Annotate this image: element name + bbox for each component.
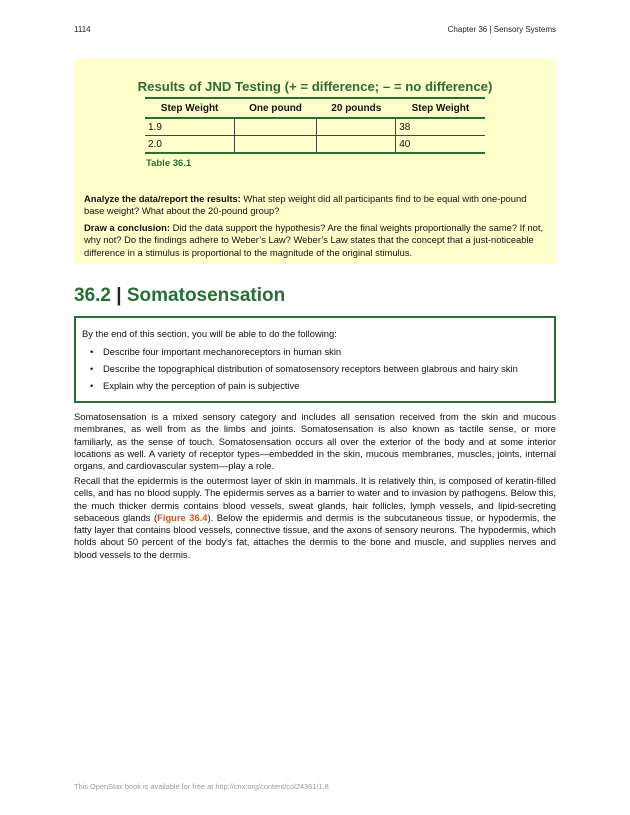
objectives-list [90,346,518,397]
analyze-paragraph [84,193,548,218]
learning-objectives-box [74,316,556,403]
jnd-results-table [145,97,485,154]
list-item: • Describe the topographical distribution of somatosensory receptors between glabrous and hairy skin [90,363,518,380]
activity-box [74,59,556,264]
page-footer: This OpenStax book is available for free at http://cnx.org/content/col24361/1.8 [74,782,329,791]
col-header-one-pound: One pound [234,98,317,118]
page-number: 1114 [74,25,91,34]
figure-link[interactable]: Figure 36.4 [157,511,208,523]
table-cell [317,118,396,136]
section-heading [74,285,285,307]
conclusion-paragraph [84,222,548,259]
conclusion-label: Draw a conclusion: [84,222,170,233]
table-cell [234,136,317,154]
col-header-step-weight-2: Step Weight [396,98,485,118]
running-header: Chapter 36 | Sensory Systems [447,25,556,34]
body-paragraph-2 [74,475,556,561]
table-title: Results of JND Testing (+ = difference; – = no difference) [137,79,493,94]
table-cell: 38 [396,118,485,136]
table-header-row [145,98,485,118]
analyze-label: Analyze the data/report the results: [84,193,241,204]
table-cell: 40 [396,136,485,154]
body-paragraph-1: Somatosensation is a mixed sensory category and includes all sensation received from the skin and mucous membranes, as well from as the limbs and joints. Somatosensation is also known as tactile sense, or more familiarly, as the sense of touch. Somatosensation occurs all over the exterior of the body and at some interior locations as well. A variety of receptor types—embedded in the skin, mucous membranes, muscles, joints, internal organs, and cardiovascular system—play a role. [74,411,556,472]
list-item: • Describe four important mechanoreceptors in human skin [90,346,518,363]
section-separator: | [116,285,122,306]
table-caption: Table 36.1 [146,158,192,169]
conclusion-text: Did the data support the hypothesis? Are the final weights proportionally the same? If not, why not? Do the findings adhere to Weber’s Law? Weber’s Law states that the concept that a just-noticeable difference in a stimulus is proportional to the magnitude of the original stimulus. [84,222,544,258]
paragraph-text: Recall that the epidermis is the outermost layer of skin in mammals. It is relatively thin, is composed of keratin-filled cells, and has no blood supply. The epidermis serves as a barrier to water and to invasion by pathogens. Below this, the much thicker dermis contains blood vessels, sweat glands, hair follicles, lymph vessels, and lipid-secreting sebaceous glands ( [74,475,556,523]
paragraph-text: ). Below the epidermis and dermis is the subcutaneous tissue, or hypodermis, the fatty layer that contains blood vessels, connective tissue, and the axons of sensory neurons. The hypodermis, which holds about 50 percent of the body's fat, attaches the dermis to the bone and muscle, and supplies nerves and blood vessels to the dermis. [74,511,556,560]
col-header-step-weight: Step Weight [145,98,234,118]
objectives-intro: By the end of this section, you will be able to do the following: [82,328,337,339]
table-row [145,118,485,136]
table-cell: 1.9 [145,118,234,136]
list-item: • Explain why the perception of pain is subjective [90,380,518,397]
col-header-20-pounds: 20 pounds [317,98,396,118]
table-cell [234,118,317,136]
table-row [145,136,485,154]
section-title: Somatosensation [126,285,286,306]
section-number: 36.2 [74,285,111,306]
table-cell: 2.0 [145,136,234,154]
table-cell [317,136,396,154]
analyze-text: What step weight did all participants find to be equal with one-pound base weight? What about the 20-pound group? [84,193,527,217]
